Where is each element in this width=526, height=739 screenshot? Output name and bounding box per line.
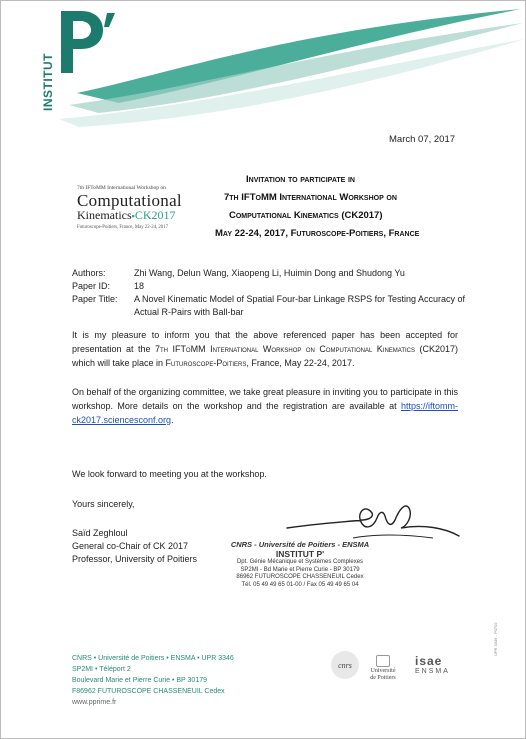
institution-stamp [215,540,385,589]
ck-logo-kinematics [77,209,189,223]
partner-logos [327,649,477,685]
letter-date: March 07, 2017 [389,134,456,145]
signatory-block [72,527,197,566]
stamp-line-5: 86962 FUTUROSCOPE CHASSENEUIL Cedex [236,574,364,580]
signatory-role: General co-Chair of CK 2017 [72,541,189,551]
footer-line-3: Boulevard Marie et Pierre Curie • BP 30179 [72,677,208,684]
footer-website: www.pprime.fr [72,699,117,706]
poitiers-seal-icon [376,655,390,667]
cnrs-logo: cnrs [331,651,359,679]
institut-logo-text: INSTITUT [41,53,55,111]
workshop-website-link[interactable]: https://iftomm-ck2017.sciencesconf.org [72,401,458,425]
institut-logo-vertical [43,51,57,113]
isae-ensma-logo [415,655,475,676]
ck-logo-ck2017: CK2017 [134,208,176,222]
invitation-paragraph [72,385,458,427]
ck-logo-dot: ▪ [131,211,135,221]
invitation-title [213,171,463,243]
p1-text-b: (CK2017) which will take place in [72,344,459,368]
sign-off: Yours sincerely, [72,499,135,509]
p2-text: On behalf of the organizing committee, we take great pleasure in inviting you to participate in this workshop. More details on the workshop and the registration are available at [72,387,458,411]
ensma-text: ENSMA [415,668,450,675]
title-line-3: Computational Kinematics (CK2017) [229,210,383,221]
institut-p-logo [59,1,526,141]
footer-vertical-code: UPR 3346 - P0702 [493,622,498,656]
stamp-line-1: CNRS - Université de Poitiers - ENSMA [230,540,370,549]
paper-title-row [72,293,472,319]
ck-logo-location: Futuroscope-Poitiers, France, May 22-24, 2017 [77,225,168,230]
stamp-line-4: SP2MI - Bd Marie et Pierre Curie - BP 30179 [240,566,360,573]
authors-row [72,267,472,280]
stamp-line-2: INSTITUT P' [275,549,325,559]
closing-paragraph: We look forward to meeting you at the workshop. [72,469,267,479]
signatory-title: Professor, University of Poitiers [72,554,198,564]
signatory-name: Saïd Zeghloul [72,528,128,538]
isae-text: isae [415,654,443,668]
footer-line-2: SP2MI • Téléport 2 [72,666,131,673]
handwritten-signature [283,498,463,544]
paper-id-label: Paper ID: [72,281,111,291]
title-line-2: 7th IFToMM International Workshop on [224,192,397,203]
p1-text-a: It is my pleasure to inform you that the above referenced paper has been accepted for presentation at the [72,330,458,354]
footer-line-1: CNRS • Université de Poitiers • ENSMA • UPR 3346 [72,655,234,662]
paper-title-value: A Novel Kinematic Model of Spatial Four-bar Linkage RSPS for Testing Accuracy of Actual R-Pairs with Ball-bar [134,294,465,317]
stamp-line-3: Dpt. Génie Mécanique et Systèmes Complexes [236,559,364,565]
ck-logo-top: 7th IFToMM International Workshop on [77,185,166,191]
ck-logo-computational: Computational [77,191,182,210]
authors-value: Zhi Wang, Delun Wang, Xiaopeng Li, Huimin Dong and Shudong Yu [134,268,405,278]
ck-logo-kinematics-word: Kinematics [77,208,132,222]
upoitiers-line-2: de Poitiers [370,675,396,681]
paper-id-value: 18 [134,281,145,291]
acceptance-paragraph [72,328,458,370]
title-line-4: May 22-24, 2017, Futuroscope-Poitiers, France [215,228,420,239]
p1-workshop-name: 7th IFToMM International Workshop on Computational Kinematics [154,344,416,354]
upoitiers-line-1: Université [370,668,396,674]
stamp-line-6: Tél. 05 49 49 65 01-00 / Fax 05 49 49 65 04 [241,581,359,588]
universite-poitiers-logo [363,655,403,682]
footer-line-4: F86962 FUTUROSCOPE CHASSENEUIL Cedex [72,688,225,695]
ck2017-logo [77,185,189,230]
paper-meta [72,267,472,319]
p1-text-c: , France, May 22-24, 2017. [246,358,355,368]
title-line-1: Invitation to participate in [246,174,355,185]
paper-id-row [72,280,472,293]
p2-end: . [171,415,174,425]
footer-address [72,653,234,708]
p1-place: Futuroscope-Poitiers [165,358,247,368]
paper-title-label: Paper Title: [72,294,118,304]
authors-label: Authors: [72,268,106,278]
